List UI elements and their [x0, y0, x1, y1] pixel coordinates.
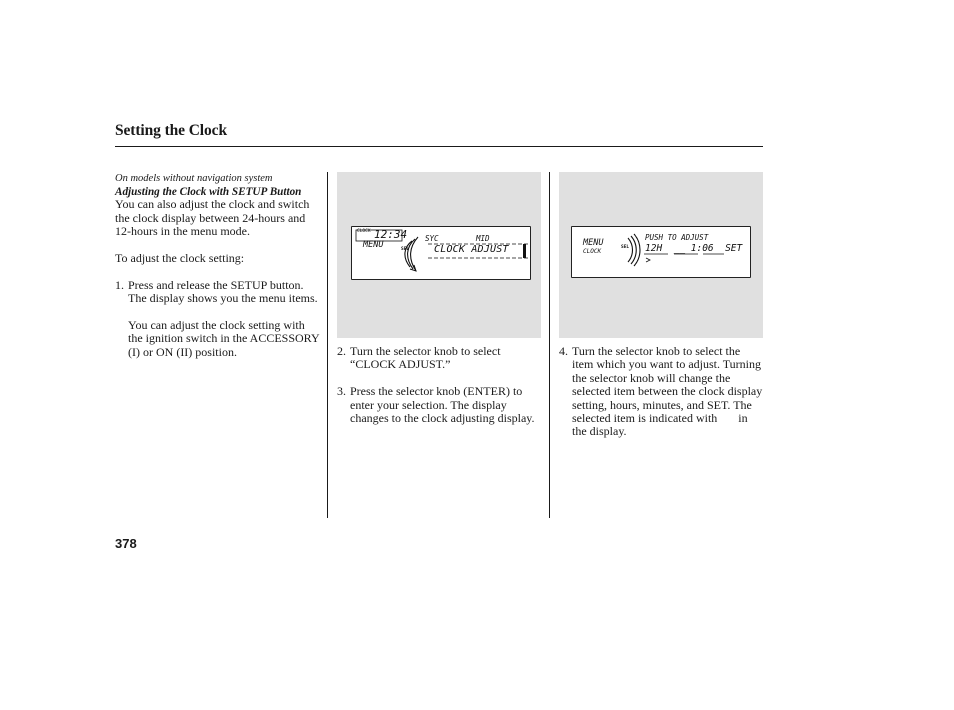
step-4	[559, 345, 764, 439]
step-2	[337, 345, 541, 372]
title-divider	[115, 146, 763, 147]
page-number: 378	[115, 536, 137, 551]
step-text: Turn the selector knob to select “CLOCK ADJUST.”	[350, 344, 501, 372]
column-divider-1	[327, 172, 328, 518]
column-divider-2	[549, 172, 550, 518]
step-number: 2.	[337, 344, 346, 358]
lcd-clock-label: CLOCK	[583, 248, 602, 255]
lcd-menu-label: MENU	[583, 238, 604, 248]
column-1	[115, 173, 320, 359]
intro-paragraph: You can also adjust the clock and switch the clock display between 24-hours and 12-hours in the menu mode.	[115, 197, 310, 238]
lcd-clock-tag: CLOCK	[357, 229, 371, 234]
lcd-display-clock-adjust	[571, 226, 751, 278]
model-note: On models without navigation system	[115, 173, 273, 184]
lcd-menu-item: CLOCK ADJUST	[434, 244, 509, 255]
lcd-sync-label: SYC	[425, 234, 439, 243]
step-3	[337, 385, 541, 425]
step-1	[115, 279, 320, 306]
lcd-mid-label: MID	[476, 234, 490, 243]
page-title: Setting the Clock	[115, 122, 227, 139]
column-2	[337, 345, 541, 425]
lcd-push-label: PUSH TO ADJUST	[645, 233, 709, 242]
step-number: 1.	[115, 277, 124, 292]
lcd-sel-label: SEL	[401, 247, 410, 252]
step-1-note: You can adjust the clock setting with the ignition switch in the ACCESSORY (I) or ON (II) position.	[128, 317, 320, 359]
section-heading: Adjusting the Clock with SETUP Button	[115, 185, 302, 198]
to-adjust-paragraph: To adjust the clock setting:	[115, 250, 245, 265]
lcd-display-menu	[351, 226, 531, 280]
column-3	[559, 345, 764, 439]
step-number: 4.	[559, 344, 568, 358]
step-number: 3.	[337, 384, 346, 399]
step-text: Turn the selector knob to select the item which you want to adjust. Turning the selector knob will change the selected item between the clock display setting, hours, minutes, and SET. The selected item is indicated with in the display.	[572, 344, 766, 439]
step-text: Press the selector knob (ENTER) to enter your selection. The display changes to the clock adjusting display.	[350, 384, 535, 426]
lcd-menu-label: MENU	[363, 240, 384, 250]
lcd-time: 12:34	[374, 228, 408, 241]
lcd-sel-label: SEL	[621, 245, 630, 250]
step-text: Press and release the SETUP button. The display shows you the menu items.	[128, 277, 318, 305]
lcd-clock-setting: 12H __ 1:06 SET	[645, 243, 743, 254]
